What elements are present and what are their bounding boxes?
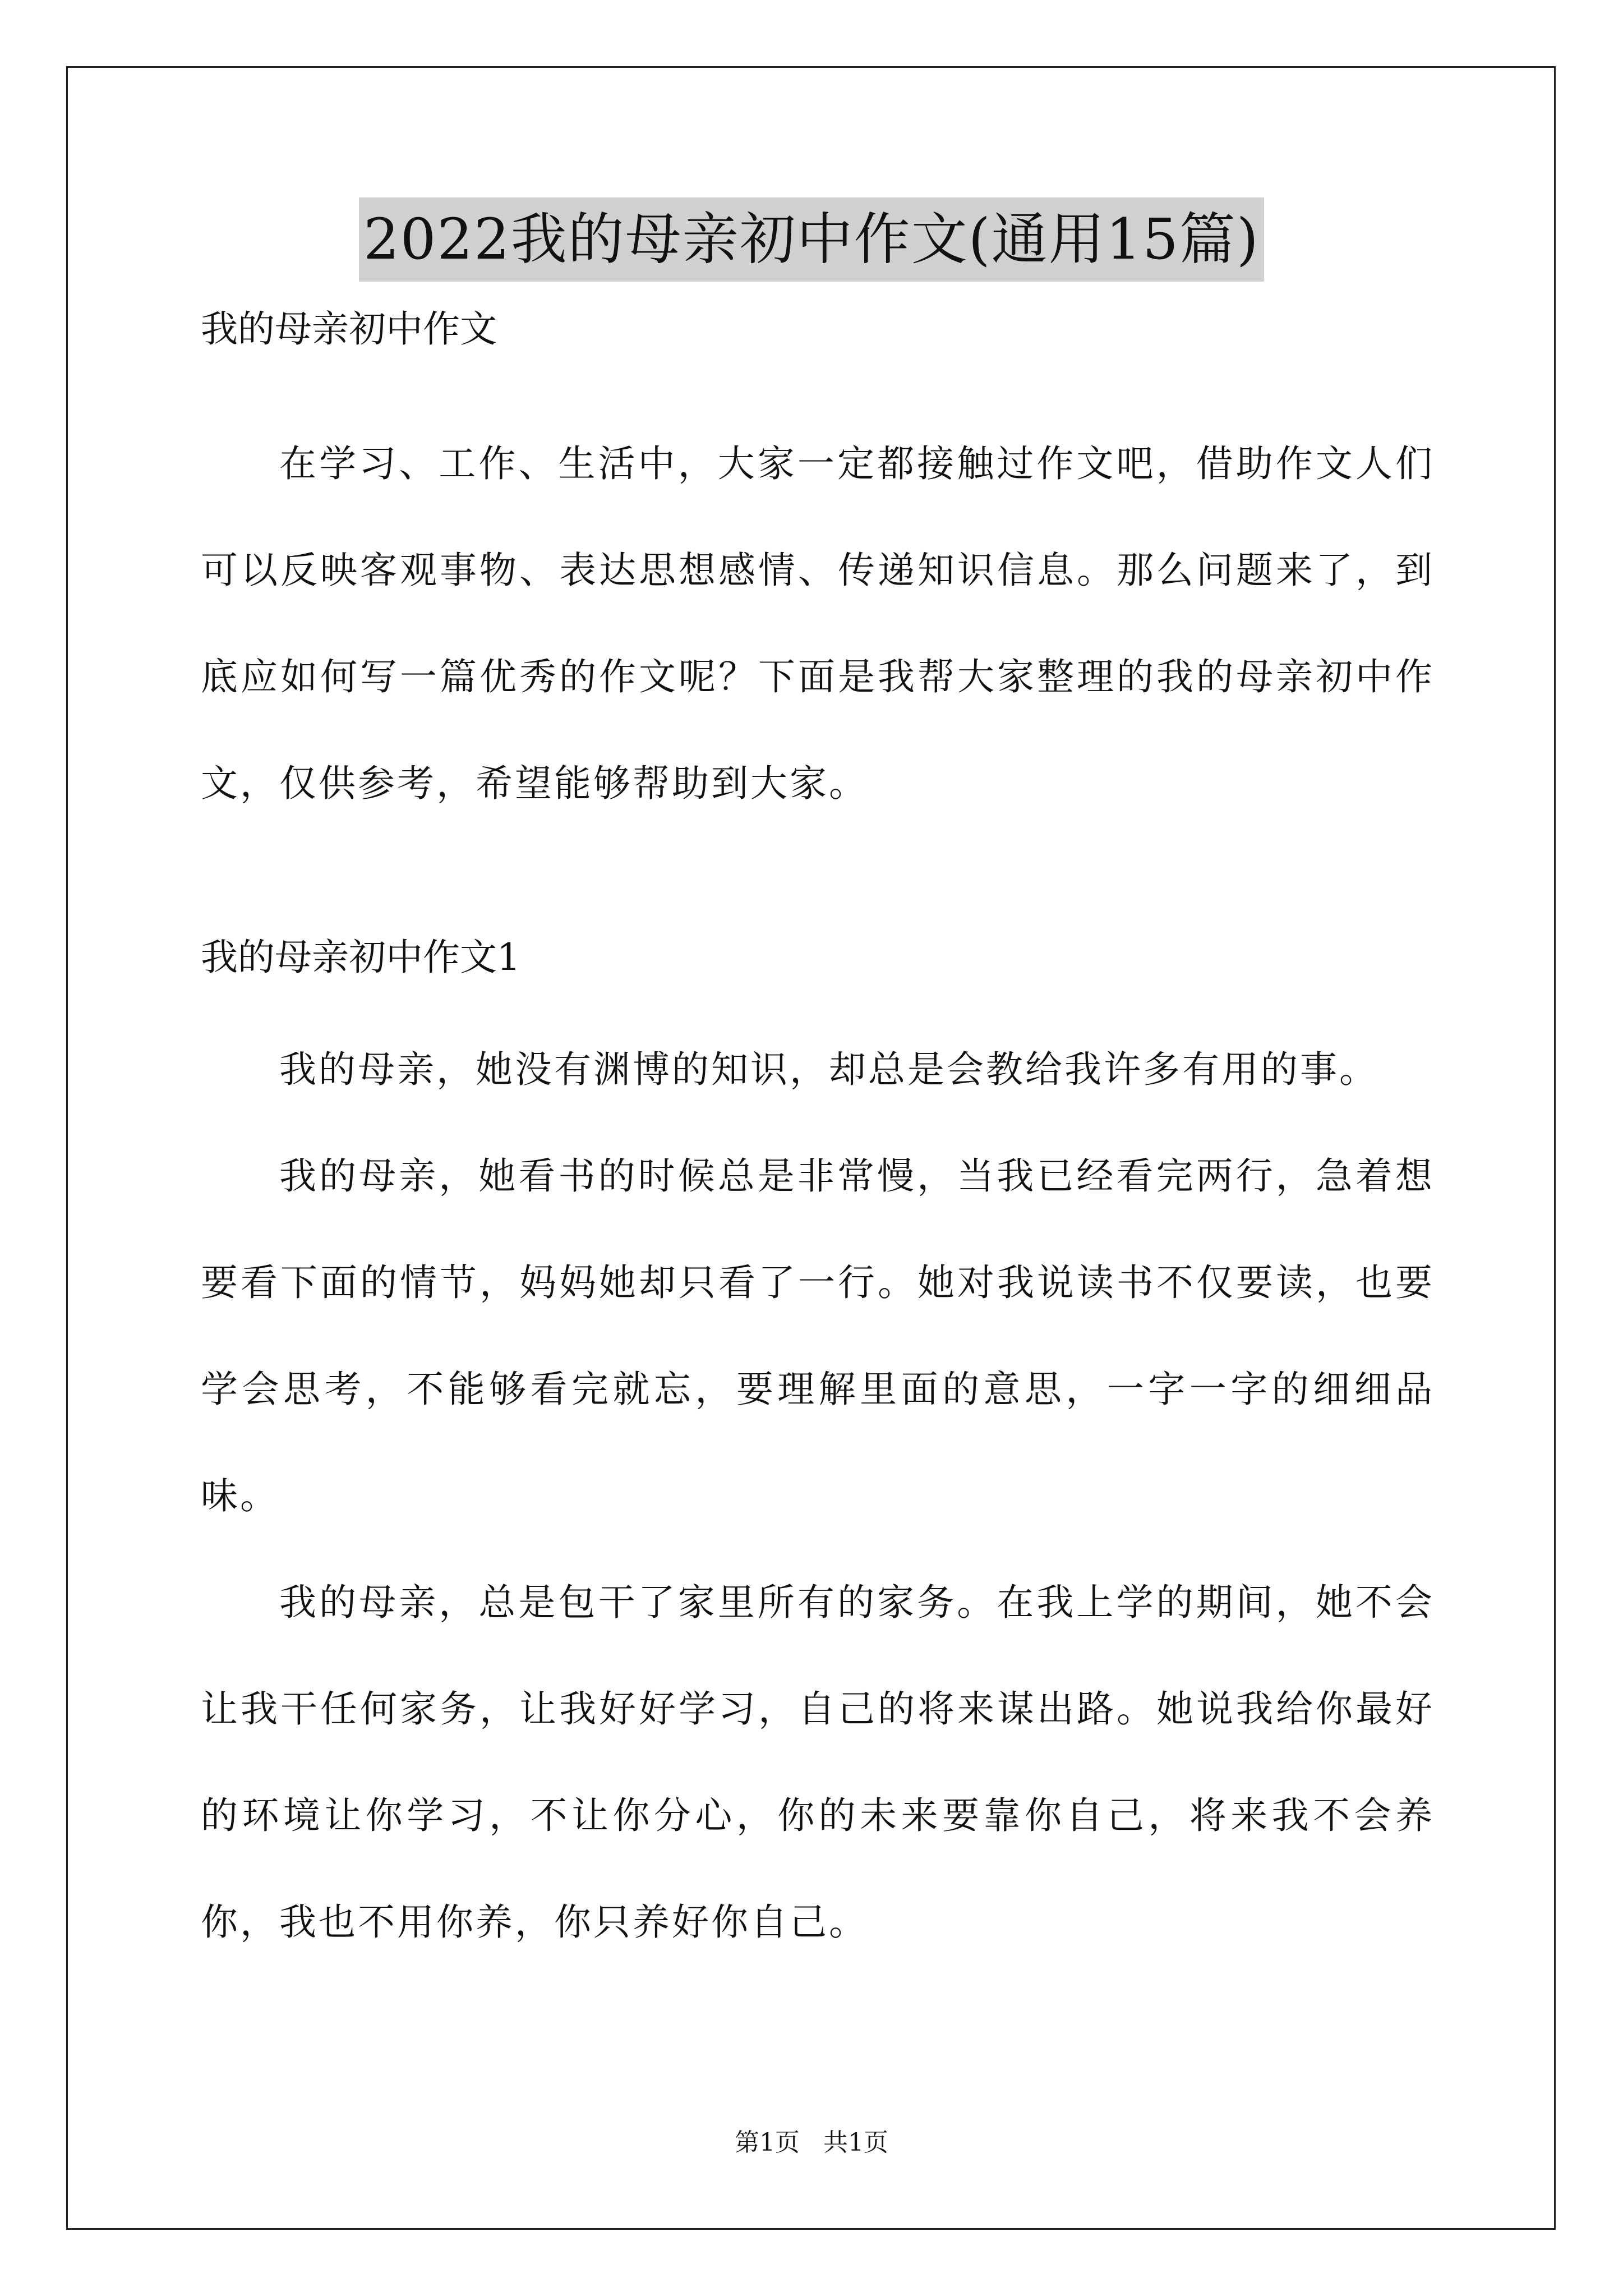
section-1-heading: 我的母亲初中作文1: [201, 936, 520, 979]
section-1-paragraph: 我的母亲，她看书的时候总是非常慢，当我已经看完两行，急着想要看下面的情节，妈妈她却只看了一行。她对我说读书不仅要读，也要学会思考，不能够看完就忘，要理解里面的意思，一字一字的细细品味。: [201, 1154, 1435, 1517]
title-container: [0, 197, 1623, 282]
intro-heading: 我的母亲初中作文: [201, 307, 497, 351]
document-title: 2022我的母亲初中作文(通用15篇): [359, 197, 1264, 282]
document-body: [201, 304, 1435, 1976]
page-footer: 第1页 共1页: [735, 2128, 888, 2157]
intro-paragraph: 在学习、工作、生活中，大家一定都接触过作文吧，借助作文人们可以反映客观事物、表达思想感情、传递知识信息。那么问题来了，到底应如何写一篇优秀的作文呢？下面是我帮大家整理的我的母亲初中作文，仅供参考，希望能够帮助到大家。: [201, 442, 1435, 805]
section-1-paragraph: 我的母亲，总是包干了家里所有的家务。在我上学的期间，她不会让我干任何家务，让我好好学习，自己的将来谋出路。她说我给你最好的环境让你学习，不让你分心，你的未来要靠你自己，将来我不会养你，我也不用你养，你只养好你自己。: [201, 1581, 1435, 1944]
section-1-paragraph: 我的母亲，她没有渊博的知识，却总是会教给我许多有用的事。: [279, 1048, 1378, 1091]
